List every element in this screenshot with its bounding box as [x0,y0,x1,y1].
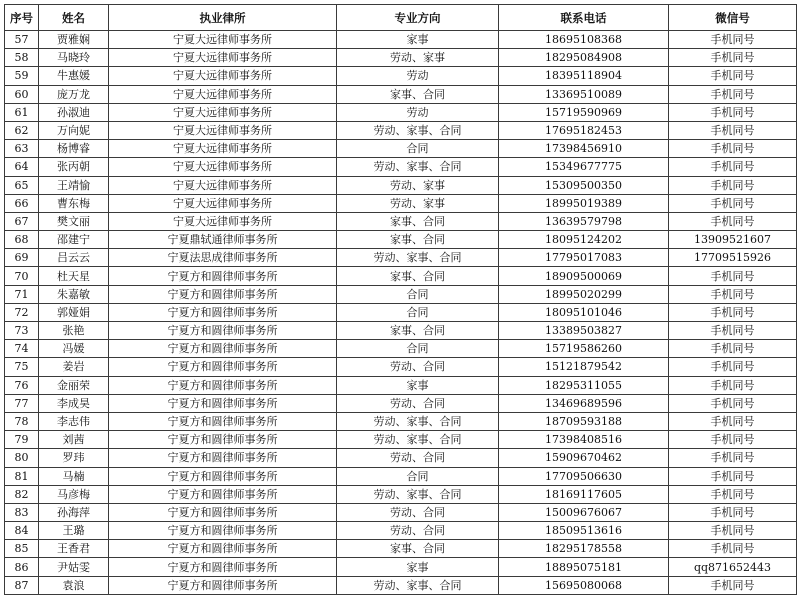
specialty-cell: 劳动、家事 [337,176,499,194]
table-row [5,522,797,540]
phone-number-cell: 13389503827 [499,322,669,340]
phone-number-cell: 18169117605 [499,485,669,503]
phone-number-cell: 18895075181 [499,558,669,576]
phone-number-cell: 17398408516 [499,431,669,449]
wechat-id-cell: 手机同号 [669,49,797,67]
lawyer-name-cell: 马彦梅 [39,485,109,503]
specialty-cell: 劳动、合同 [337,522,499,540]
row-index-cell: 76 [5,376,39,394]
phone-number-cell: 18095101046 [499,303,669,321]
phone-number-cell: 13639579798 [499,212,669,230]
phone-number-cell: 17709506630 [499,467,669,485]
wechat-id-cell: 手机同号 [669,140,797,158]
law-firm-cell: 宁夏大远律师事务所 [109,158,337,176]
table-row [5,285,797,303]
phone-number-cell: 15719590969 [499,103,669,121]
law-firm-cell: 宁夏方和圆律师事务所 [109,285,337,303]
wechat-id-cell: 手机同号 [669,376,797,394]
row-index-cell: 82 [5,485,39,503]
wechat-id-cell: 手机同号 [669,503,797,521]
table-row [5,140,797,158]
specialty-cell: 家事 [337,376,499,394]
specialty-cell: 家事、合同 [337,322,499,340]
law-firm-cell: 宁夏大远律师事务所 [109,67,337,85]
wechat-id-cell: 手机同号 [669,303,797,321]
row-index-cell: 62 [5,121,39,139]
specialty-cell: 劳动、家事、合同 [337,249,499,267]
lawyer-name-cell: 王靖愉 [39,176,109,194]
wechat-id-cell: 手机同号 [669,467,797,485]
lawyer-name-cell: 冯媛 [39,340,109,358]
law-firm-cell: 宁夏方和圆律师事务所 [109,358,337,376]
law-firm-cell: 宁夏法思成律师事务所 [109,249,337,267]
row-index-cell: 84 [5,522,39,540]
specialty-cell: 劳动、家事、合同 [337,431,499,449]
wechat-id-cell: 手机同号 [669,285,797,303]
specialty-cell: 家事 [337,31,499,49]
wechat-id-cell: 手机同号 [669,449,797,467]
lawyer-name-cell: 贾雅娴 [39,31,109,49]
row-index-cell: 74 [5,340,39,358]
row-index-cell: 60 [5,85,39,103]
header-wechat: 微信号 [669,5,797,31]
wechat-id-cell: 手机同号 [669,158,797,176]
row-index-cell: 68 [5,231,39,249]
wechat-id-cell: 手机同号 [669,31,797,49]
lawyer-name-cell: 王香君 [39,540,109,558]
specialty-cell: 劳动、家事 [337,49,499,67]
specialty-cell: 家事、合同 [337,212,499,230]
row-index-cell: 61 [5,103,39,121]
phone-number-cell: 15349677775 [499,158,669,176]
table-row [5,322,797,340]
lawyer-name-cell: 李志伟 [39,412,109,430]
row-index-cell: 72 [5,303,39,321]
lawyer-name-cell: 牛惠媛 [39,67,109,85]
row-index-cell: 67 [5,212,39,230]
lawyer-name-cell: 尹姑雯 [39,558,109,576]
row-index-cell: 78 [5,412,39,430]
row-index-cell: 57 [5,31,39,49]
table-header [5,5,797,31]
specialty-cell: 家事、合同 [337,85,499,103]
row-index-cell: 83 [5,503,39,521]
wechat-id-cell: 手机同号 [669,340,797,358]
wechat-id-cell: 手机同号 [669,322,797,340]
wechat-id-cell: 手机同号 [669,412,797,430]
specialty-cell: 劳动 [337,67,499,85]
law-firm-cell: 宁夏方和圆律师事务所 [109,576,337,594]
wechat-id-cell: 手机同号 [669,394,797,412]
wechat-id-cell: 手机同号 [669,431,797,449]
row-index-cell: 71 [5,285,39,303]
wechat-id-cell: 手机同号 [669,358,797,376]
wechat-id-cell: 手机同号 [669,103,797,121]
specialty-cell: 合同 [337,467,499,485]
law-firm-cell: 宁夏大远律师事务所 [109,49,337,67]
specialty-cell: 劳动、合同 [337,394,499,412]
phone-number-cell: 18909500069 [499,267,669,285]
law-firm-cell: 宁夏大远律师事务所 [109,85,337,103]
header-index: 序号 [5,5,39,31]
table-row [5,212,797,230]
lawyer-name-cell: 杜天星 [39,267,109,285]
law-firm-cell: 宁夏方和圆律师事务所 [109,449,337,467]
wechat-id-cell: 手机同号 [669,485,797,503]
row-index-cell: 87 [5,576,39,594]
phone-number-cell: 18095124202 [499,231,669,249]
phone-number-cell: 18295084908 [499,49,669,67]
law-firm-cell: 宁夏方和圆律师事务所 [109,412,337,430]
specialty-cell: 劳动 [337,103,499,121]
phone-number-cell: 17398456910 [499,140,669,158]
wechat-id-cell: qq871652443 [669,558,797,576]
phone-number-cell: 15695080068 [499,576,669,594]
wechat-id-cell: 手机同号 [669,85,797,103]
lawyer-name-cell: 郭娅娟 [39,303,109,321]
lawyer-name-cell: 吕云云 [39,249,109,267]
table-row [5,67,797,85]
specialty-cell: 劳动、合同 [337,358,499,376]
lawyer-name-cell: 孙海萍 [39,503,109,521]
lawyer-table [4,4,797,595]
specialty-cell: 劳动、家事、合同 [337,158,499,176]
law-firm-cell: 宁夏方和圆律师事务所 [109,322,337,340]
table-row [5,558,797,576]
lawyer-name-cell: 孙淑迪 [39,103,109,121]
specialty-cell: 合同 [337,340,499,358]
table-row [5,31,797,49]
wechat-id-cell: 手机同号 [669,267,797,285]
wechat-id-cell: 手机同号 [669,576,797,594]
row-index-cell: 65 [5,176,39,194]
table-row [5,303,797,321]
table-row [5,449,797,467]
lawyer-name-cell: 邵建宁 [39,231,109,249]
row-index-cell: 77 [5,394,39,412]
row-index-cell: 69 [5,249,39,267]
specialty-cell: 家事 [337,558,499,576]
law-firm-cell: 宁夏方和圆律师事务所 [109,267,337,285]
law-firm-cell: 宁夏方和圆律师事务所 [109,558,337,576]
wechat-id-cell: 手机同号 [669,212,797,230]
row-index-cell: 81 [5,467,39,485]
row-index-cell: 79 [5,431,39,449]
lawyer-name-cell: 袁浪 [39,576,109,594]
table-row [5,121,797,139]
phone-number-cell: 15309500350 [499,176,669,194]
specialty-cell: 家事、合同 [337,540,499,558]
table-row [5,576,797,594]
phone-number-cell: 18695108368 [499,31,669,49]
wechat-id-cell: 手机同号 [669,67,797,85]
lawyer-name-cell: 马楠 [39,467,109,485]
table-row [5,412,797,430]
law-firm-cell: 宁夏方和圆律师事务所 [109,467,337,485]
specialty-cell: 劳动、家事 [337,194,499,212]
lawyer-name-cell: 庞万龙 [39,85,109,103]
specialty-cell: 合同 [337,140,499,158]
row-index-cell: 59 [5,67,39,85]
law-firm-cell: 宁夏方和圆律师事务所 [109,431,337,449]
table-row [5,267,797,285]
lawyer-name-cell: 罗玮 [39,449,109,467]
law-firm-cell: 宁夏方和圆律师事务所 [109,522,337,540]
phone-number-cell: 18995019389 [499,194,669,212]
lawyer-name-cell: 马晓玲 [39,49,109,67]
law-firm-cell: 宁夏大远律师事务所 [109,194,337,212]
lawyer-name-cell: 刘茜 [39,431,109,449]
lawyer-name-cell: 金丽荣 [39,376,109,394]
lawyer-name-cell: 姜岩 [39,358,109,376]
table-row [5,467,797,485]
specialty-cell: 家事、合同 [337,267,499,285]
phone-number-cell: 18295178558 [499,540,669,558]
header-row [5,5,797,31]
row-index-cell: 58 [5,49,39,67]
table-row [5,85,797,103]
header-specialty: 专业方向 [337,5,499,31]
law-firm-cell: 宁夏大远律师事务所 [109,212,337,230]
wechat-id-cell: 手机同号 [669,121,797,139]
table-row [5,158,797,176]
specialty-cell: 劳动、家事、合同 [337,576,499,594]
phone-number-cell: 15909670462 [499,449,669,467]
specialty-cell: 劳动、家事、合同 [337,121,499,139]
lawyer-name-cell: 樊文丽 [39,212,109,230]
table-row [5,103,797,121]
specialty-cell: 劳动、家事、合同 [337,412,499,430]
specialty-cell: 劳动、合同 [337,503,499,521]
specialty-cell: 合同 [337,285,499,303]
law-firm-cell: 宁夏方和圆律师事务所 [109,540,337,558]
specialty-cell: 劳动、家事、合同 [337,485,499,503]
table-row [5,503,797,521]
phone-number-cell: 18395118904 [499,67,669,85]
law-firm-cell: 宁夏鼎轼通律师事务所 [109,231,337,249]
lawyer-name-cell: 张艳 [39,322,109,340]
wechat-id-cell: 13909521607 [669,231,797,249]
row-index-cell: 64 [5,158,39,176]
lawyer-name-cell: 朱嘉敏 [39,285,109,303]
row-index-cell: 86 [5,558,39,576]
law-firm-cell: 宁夏大远律师事务所 [109,31,337,49]
row-index-cell: 80 [5,449,39,467]
wechat-id-cell: 手机同号 [669,176,797,194]
table-row [5,231,797,249]
table-row [5,340,797,358]
phone-number-cell: 15121879542 [499,358,669,376]
law-firm-cell: 宁夏方和圆律师事务所 [109,303,337,321]
specialty-cell: 合同 [337,303,499,321]
phone-number-cell: 18509513616 [499,522,669,540]
lawyer-name-cell: 曹东梅 [39,194,109,212]
table-row [5,485,797,503]
phone-number-cell: 13369510089 [499,85,669,103]
lawyer-name-cell: 杨博睿 [39,140,109,158]
lawyer-table-sheet [4,4,796,595]
law-firm-cell: 宁夏大远律师事务所 [109,121,337,139]
wechat-id-cell: 手机同号 [669,522,797,540]
table-body [5,31,797,595]
table-row [5,540,797,558]
row-index-cell: 85 [5,540,39,558]
law-firm-cell: 宁夏大远律师事务所 [109,140,337,158]
specialty-cell: 劳动、合同 [337,449,499,467]
law-firm-cell: 宁夏方和圆律师事务所 [109,503,337,521]
lawyer-name-cell: 张丙朝 [39,158,109,176]
table-row [5,358,797,376]
phone-number-cell: 17795017083 [499,249,669,267]
phone-number-cell: 18709593188 [499,412,669,430]
table-row [5,431,797,449]
header-name: 姓名 [39,5,109,31]
law-firm-cell: 宁夏方和圆律师事务所 [109,376,337,394]
row-index-cell: 73 [5,322,39,340]
lawyer-name-cell: 李成昊 [39,394,109,412]
law-firm-cell: 宁夏方和圆律师事务所 [109,394,337,412]
table-row [5,249,797,267]
phone-number-cell: 15719586260 [499,340,669,358]
specialty-cell: 家事、合同 [337,231,499,249]
law-firm-cell: 宁夏方和圆律师事务所 [109,340,337,358]
table-row [5,394,797,412]
header-firm: 执业律所 [109,5,337,31]
phone-number-cell: 13469689596 [499,394,669,412]
phone-number-cell: 15009676067 [499,503,669,521]
table-row [5,376,797,394]
phone-number-cell: 18995020299 [499,285,669,303]
row-index-cell: 75 [5,358,39,376]
row-index-cell: 66 [5,194,39,212]
table-row [5,176,797,194]
row-index-cell: 70 [5,267,39,285]
law-firm-cell: 宁夏方和圆律师事务所 [109,485,337,503]
table-row [5,49,797,67]
law-firm-cell: 宁夏大远律师事务所 [109,176,337,194]
wechat-id-cell: 手机同号 [669,540,797,558]
wechat-id-cell: 17709515926 [669,249,797,267]
lawyer-name-cell: 万向妮 [39,121,109,139]
table-row [5,194,797,212]
phone-number-cell: 17695182453 [499,121,669,139]
phone-number-cell: 18295311055 [499,376,669,394]
wechat-id-cell: 手机同号 [669,194,797,212]
lawyer-name-cell: 王璐 [39,522,109,540]
header-phone: 联系电话 [499,5,669,31]
law-firm-cell: 宁夏大远律师事务所 [109,103,337,121]
row-index-cell: 63 [5,140,39,158]
